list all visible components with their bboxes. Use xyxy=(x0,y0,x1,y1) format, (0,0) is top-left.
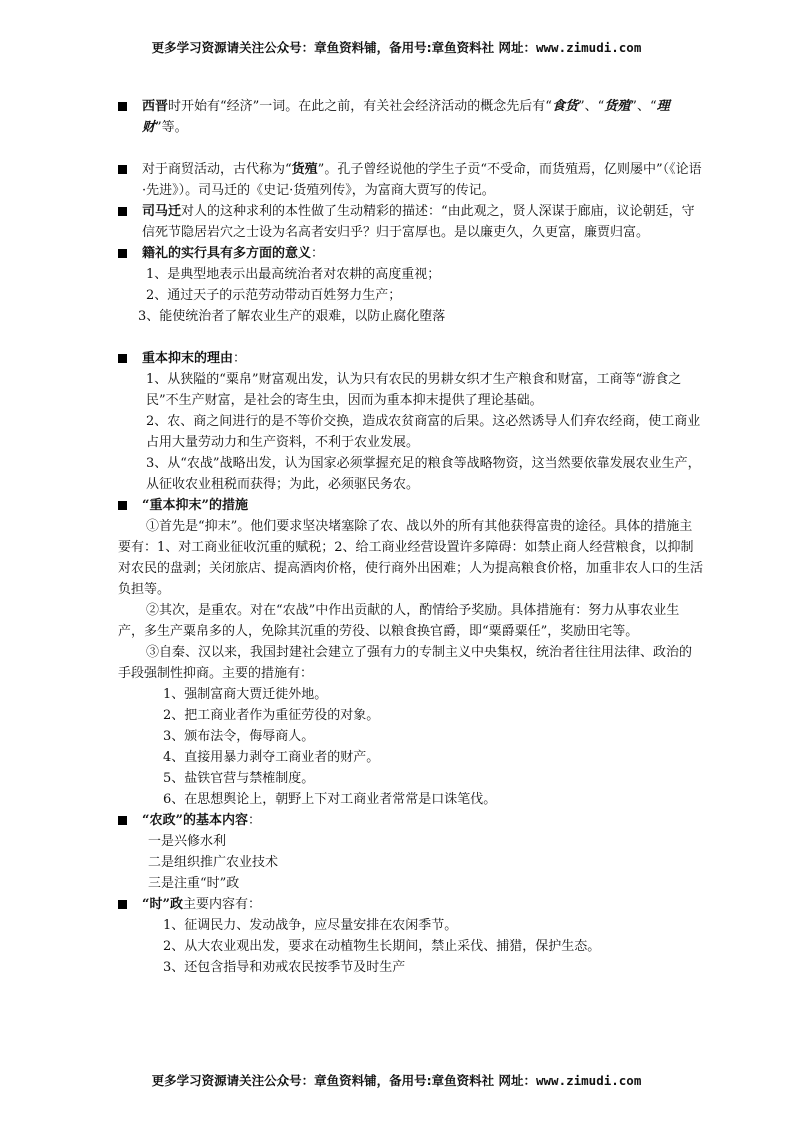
text: 主要内容有： xyxy=(182,897,261,912)
list-item: 3、从“农战”战略出发，认为国家必须掌握充足的粮食等战略物资，这当然要依靠发展农业生产，从征收农业租税而获得；为此，必须驱民务农。 xyxy=(146,456,701,492)
list-item: 3、能使统治者了解农业生产的艰难，以防止腐化堕落 xyxy=(138,309,446,324)
list-item: 1、是典型地表示出最高统治者对农耕的高度重视； xyxy=(146,267,441,282)
list-item: 2、从大农业观出发，要求在动植物生长期间，禁止采伐、捕猎，保护生态。 xyxy=(163,939,601,954)
paragraph: ①首先是“抑末”。他们要求坚决堵塞除了农、战以外的所有其他获得富贵的途径。具体的措施主要有：1、对工商业征收沉重的赋税；2、给工商业经营设置许多障碍：如禁止商人经营粮食，以抑制对农民的盘剥；关闭旅店、提高酒肉价格，使行商外出困难；人为提高粮食价格，加重非农人口的生活负担等。 xyxy=(118,519,704,597)
banner-text: 更多学习资源请关注公众号：章鱼资料铺，备用号:章鱼资料社 网址： xyxy=(151,1073,536,1088)
list-item: 6、在思想舆论上，朝野上下对工商业者常常是口诛笔伐。 xyxy=(163,792,497,807)
list-item: 2、把工商业者作为重征劳役的对象。 xyxy=(163,708,380,723)
list-item: 4、直接用暴力剥夺工商业者的财产。 xyxy=(163,750,380,765)
keyword: 理财 xyxy=(142,99,670,135)
text: ： xyxy=(233,351,247,366)
document-body xyxy=(118,96,703,978)
text: 对于商贸活动，古代称为“ xyxy=(142,162,292,177)
bullet-icon xyxy=(118,102,127,111)
paragraph: ③自秦、汉以来，我国封建社会建立了强有力的专制主义中央集权，统治者往往用法律、政治的手段强制性抑商。主要的措施有： xyxy=(118,645,693,681)
list-item: 2、农、商之间进行的是不等价交换，造成农贫商富的后果。这必然诱导人们弃农经商，使工商业占用大量劳动力和生产资料，不利于农业发展。 xyxy=(146,414,701,450)
keyword: 货殖 xyxy=(604,99,631,114)
section-shizheng xyxy=(118,894,703,915)
list-item: 1、征调民力、发动战争，应尽量安排在农闲季节。 xyxy=(163,918,458,933)
text: ”等。 xyxy=(155,120,188,135)
text: ”、“ xyxy=(577,99,605,114)
section-nongzheng xyxy=(118,810,703,831)
list-item: 1、强制富商大贾迁徙外地。 xyxy=(163,687,328,702)
bullet-icon xyxy=(118,900,127,909)
list-item: 二是组织推广农业技术 xyxy=(148,855,279,870)
banner-text: 更多学习资源请关注公众号：章鱼资料铺，备用号:章鱼资料社 网址： xyxy=(151,40,536,55)
keyword: 食货 xyxy=(551,99,578,114)
list-item: 三是注重“时”政 xyxy=(148,876,240,891)
section-heading: 重本抑末的理由 xyxy=(142,351,234,366)
bullet-icon xyxy=(118,165,127,174)
section-measures xyxy=(118,495,703,516)
text: ”。孔子曾经说他的学生子贡“不受命，而货殖焉，亿则屡中”（《论语·先进》）。司马迁的《史记·货殖列传》，为富商大贾写的传记。 xyxy=(142,162,702,198)
section-heading: “农政”的基本内容 xyxy=(142,813,248,828)
banner-url[interactable]: www.zimudi.com xyxy=(536,40,642,55)
section-heading: “重本抑末”的措施 xyxy=(142,498,248,513)
list-item: 3、还包含指导和劝戒农民按季节及时生产 xyxy=(163,960,406,975)
paragraph: ②其次，是重农。对在“农战”中作出贡献的人，酌情给予奖励。具体措施有：努力从事农业生产，多生产粟帛多的人，免除其沉重的劳役、以粮食换官爵，即“粟爵粟任”，奖励田宅等。 xyxy=(118,603,680,639)
list-item: 1、从狭隘的“粟帛”财富观出发，认为只有农民的男耕女织才生产粮食和财富，工商等“游食之民”不生产财富，是社会的寄生虫，因而为重本抑末提供了理论基础。 xyxy=(146,372,682,408)
banner-url[interactable]: www.zimudi.com xyxy=(536,1073,642,1088)
text: ： xyxy=(311,246,325,261)
section-trade xyxy=(118,159,703,201)
text: ”、“ xyxy=(630,99,657,114)
bullet-icon xyxy=(118,207,127,216)
bullet-icon xyxy=(118,501,127,510)
list-item: 一是兴修水利 xyxy=(148,834,227,849)
section-economy-term xyxy=(118,96,703,138)
section-jili xyxy=(118,243,703,264)
lead-term: 司马迁 xyxy=(142,204,182,219)
text: ： xyxy=(247,813,261,828)
footer-banner xyxy=(0,1071,793,1089)
bullet-icon xyxy=(118,249,127,258)
keyword: 货殖 xyxy=(291,162,318,177)
list-item: 5、盐铁官营与禁榷制度。 xyxy=(163,771,315,786)
section-heading: “时”政 xyxy=(142,897,183,912)
lead-term: 西晋 xyxy=(142,99,169,114)
header-banner xyxy=(0,38,793,56)
section-sima-qian xyxy=(118,201,703,243)
section-heading: 籍礼的实行具有多方面的意义 xyxy=(142,246,312,261)
bullet-icon xyxy=(118,354,127,363)
bullet-icon xyxy=(118,816,127,825)
list-item: 2、通过天子的示范劳动带动百姓努力生产； xyxy=(146,288,402,303)
text: 对人的这种求利的本性做了生动精彩的描述：“由此观之，贤人深谋于廊庙，议论朝廷，守信死节隐居岩穴之士设为名高者安归乎？归于富厚也。是以廉吏久，久更富，廉贾归富。 xyxy=(142,204,695,240)
text: 时开始有“经济”一词。在此之前，有关社会经济活动的概念先后有“ xyxy=(168,99,552,114)
list-item: 3、颁布法令，侮辱商人。 xyxy=(163,729,315,744)
section-reasons xyxy=(118,348,703,369)
